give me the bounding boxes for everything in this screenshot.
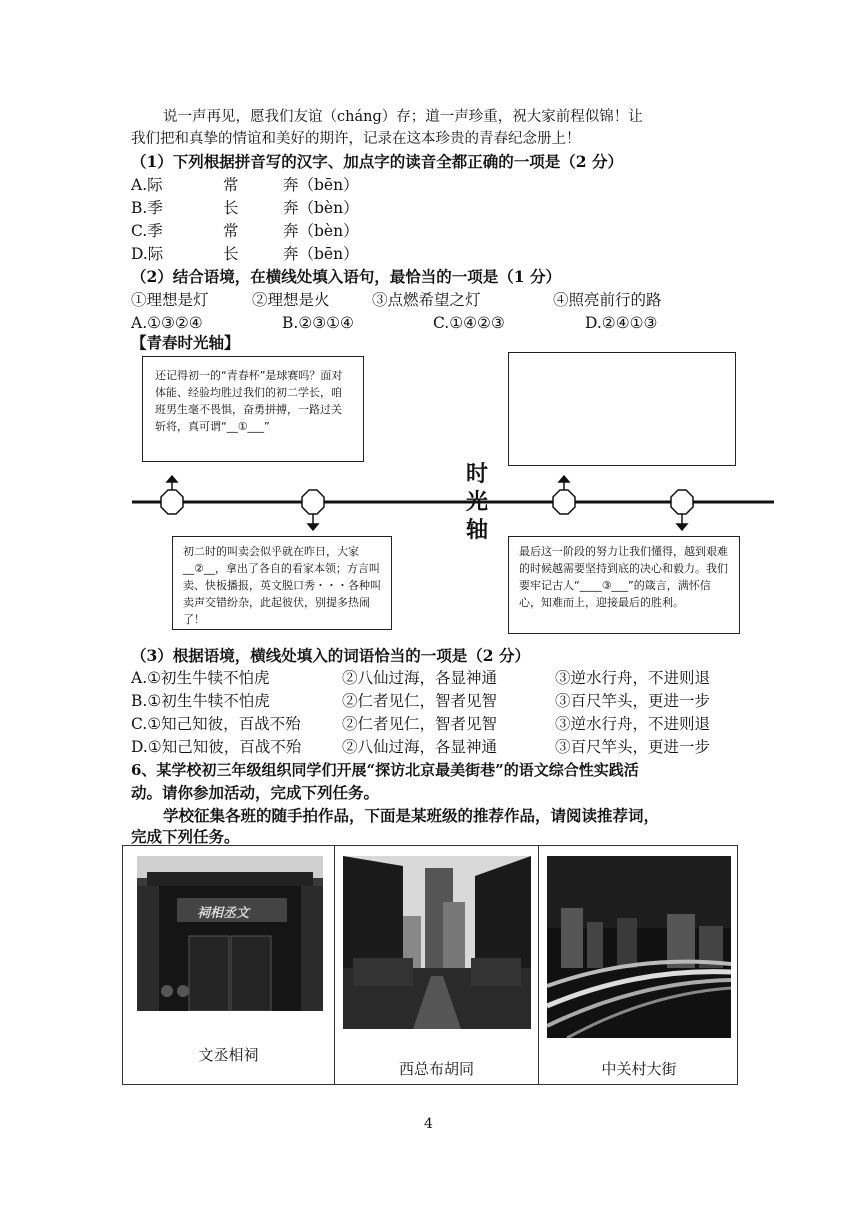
timeline-node-4 <box>671 490 693 514</box>
q1-option-d-part1: D.际 <box>131 245 164 263</box>
photo-wencheng-xiangci-image <box>137 856 323 1011</box>
photo-caption-2: 西总布胡同 <box>398 1060 474 1078</box>
timeline-heading: 【青春时光轴】 <box>131 333 240 352</box>
q3-row-d-1: D.①知己知彼，百战不殆 <box>131 738 302 756</box>
q1-option-c-part1: C.季 <box>131 222 163 240</box>
q1-option-b-part1: B.季 <box>131 199 163 217</box>
photo-wencheng-xiangci <box>137 856 323 1011</box>
q2-phrase-1: ①理想是灯 <box>131 291 209 309</box>
q3-row-a-3: ③逆水行舟，不进则退 <box>555 669 711 687</box>
q2-option-d: D.②④①③ <box>585 314 658 332</box>
photo-xizongbu-hutong <box>343 856 531 1029</box>
photo-caption-1: 文丞相祠 <box>198 1046 259 1064</box>
q3-row-b-2: ②仁者见仁，智者见智 <box>342 692 498 710</box>
intro-line-2: 我们把和真挚的情谊和美好的期许，记录在这本珍贵的青春纪念册上！ <box>131 131 581 147</box>
intro-line-1: 说一声再见，愿我们友谊（chánɡ）存；道一声珍重，祝大家前程似锦！让 <box>163 109 643 125</box>
timeline-box-1 <box>142 356 364 462</box>
timeline-box-empty <box>508 352 736 466</box>
q3-row-c-2: ②仁者见仁，智者见智 <box>342 715 498 733</box>
photo-wencheng-sign: 祠相丞文 <box>197 906 250 921</box>
photo-zhongguancun-image <box>547 856 731 1038</box>
photo-zhongguancun <box>547 856 731 1038</box>
q3-row-a-2: ②八仙过海，各显神通 <box>342 669 498 687</box>
q2-phrase-2: ②理想是火 <box>252 291 330 309</box>
q6-line-2: 动。请你参加活动，完成下列任务。 <box>131 783 380 802</box>
photo-caption-3: 中关村大街 <box>601 1060 677 1078</box>
timeline-box-3 <box>508 536 740 634</box>
q3-row-c-1: C.①知己知彼，百战不殆 <box>131 715 301 733</box>
q1-option-a-part3: 奔（bēn） <box>283 176 359 194</box>
q3-row-a-1: A.①初生牛犊不怕虎 <box>131 669 270 687</box>
timeline-box-2-text: 初二时的叫卖会似乎就在昨日，大家__②__，拿出了各自的看家本领；方言叫卖、快板播报，英文脱口秀・・・各种叫卖声交错纷杂，此起彼伏，别提多热闹了！ <box>183 545 381 626</box>
photo-cell-2 <box>335 846 539 1084</box>
timeline-label-2: 光 <box>466 490 489 515</box>
q3-row-b-1: B.①初生牛犊不怕虎 <box>131 692 270 710</box>
q3-row-d-3: ③百尺竿头，更进一步 <box>555 738 711 756</box>
timeline-box-1-text: 还记得初一的“青春杯”是球赛吗？面对体能、经验均胜过我们的初二学长，咱班男生毫不畏惧，奋勇拼搏，一路过关斩将，真可谓“__①___” <box>155 369 343 433</box>
timeline-box-3-text: 最后这一阶段的努力让我们懂得，越到艰难的时候越需要坚持到底的决心和毅力。我们要牢记古人“____③___”的箴言，满怀信心，知难而上，迎接最后的胜利。 <box>519 545 728 609</box>
q1-option-b-part3: 奔（bèn） <box>283 199 359 217</box>
photo-xizongbu-hutong-image <box>343 856 531 1029</box>
timeline-box-2 <box>172 536 392 630</box>
q1-option-c-part3: 奔（bèn） <box>283 222 359 240</box>
q1-title: （1）下列根据拼音写的汉字、加点字的读音全都正确的一项是（2 分） <box>131 152 623 171</box>
q2-option-c: C.①④②③ <box>433 314 505 332</box>
q3-title: （3）根据语境，横线处填入的词语恰当的一项是（2 分） <box>131 646 530 665</box>
q3-row-c-3: ③逆水行舟，不进则退 <box>555 715 711 733</box>
timeline-node-3 <box>553 490 575 514</box>
q3-row-d-2: ②八仙过海，各显神通 <box>342 738 498 756</box>
page-number: 4 <box>424 1116 433 1132</box>
timeline-graphic <box>130 350 776 640</box>
q1-option-c <box>131 220 359 242</box>
photo-cell-1 <box>123 846 335 1084</box>
timeline-node-2 <box>302 490 324 514</box>
q1-option-a-part1: A.际 <box>131 176 163 194</box>
q1-option-a <box>131 174 359 196</box>
q6-line-3: 学校征集各班的随手拍作品，下面是某班级的推荐作品，请阅读推荐词， <box>163 806 660 825</box>
q6-line-4: 完成下列任务。 <box>131 827 240 846</box>
q2-option-a: A.①③②④ <box>131 314 203 332</box>
timeline-node-1 <box>161 490 183 514</box>
q1-option-b-part2: 长 <box>223 199 239 217</box>
timeline-label-1: 时 <box>466 462 489 487</box>
q1-option-d <box>131 243 359 265</box>
q3-row-b-3: ③百尺竿头，更进一步 <box>555 692 711 710</box>
timeline-label-3: 轴 <box>466 518 489 543</box>
photo-table <box>122 845 738 1085</box>
q1-option-d-part2: 长 <box>223 245 239 263</box>
q2-phrase-3: ③点燃希望之灯 <box>372 291 481 309</box>
q1-option-d-part3: 奔（bēn） <box>283 245 359 263</box>
q1-option-c-part2: 常 <box>223 222 239 240</box>
q2-phrase-4: ④照亮前行的路 <box>553 291 662 309</box>
q2-option-b: B.②③①④ <box>282 314 354 332</box>
q6-line-1: 6、某学校初三年级组织同学们开展“探访北京最美街巷”的语文综合性实践活 <box>131 761 639 779</box>
photo-cell-3 <box>539 846 739 1084</box>
q1-option-b <box>131 197 359 219</box>
q1-option-a-part2: 常 <box>223 176 239 194</box>
q2-title: （2）结合语境，在横线处填入语句，最恰当的一项是（1 分） <box>131 267 561 286</box>
